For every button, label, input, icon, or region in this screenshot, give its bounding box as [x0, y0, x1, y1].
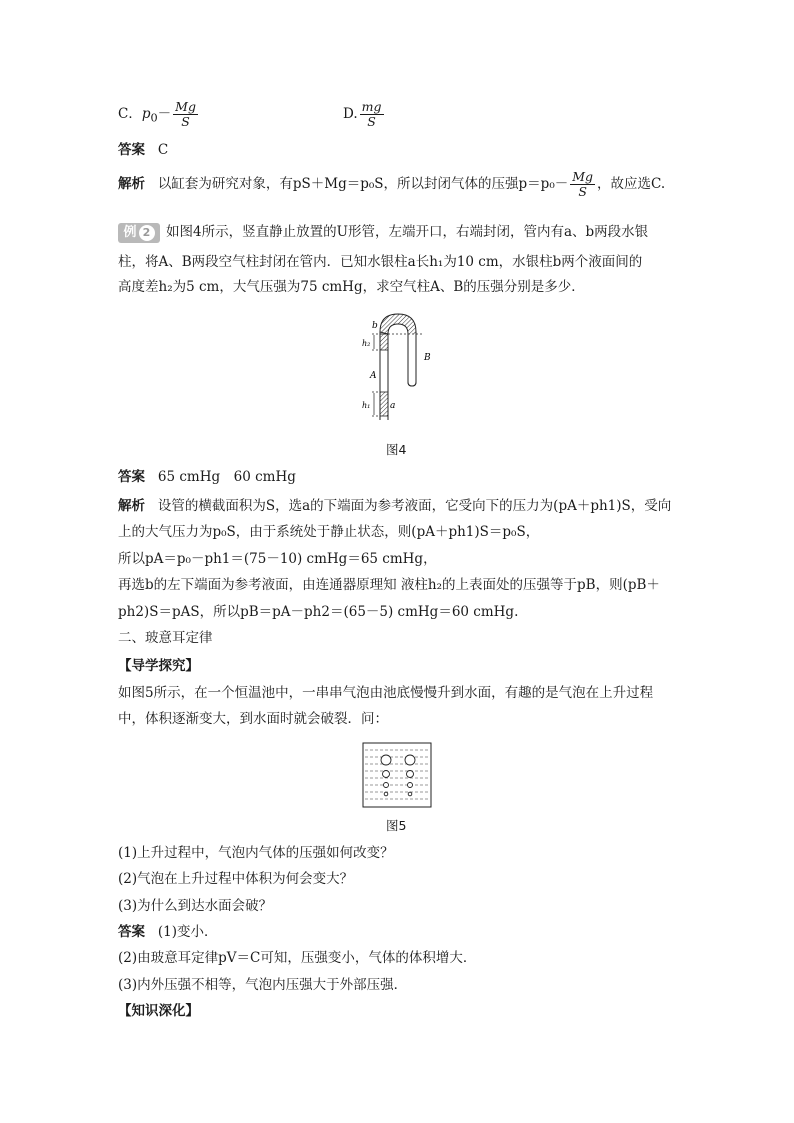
option-c-p: p	[141, 106, 151, 122]
analysis-2-line-2: 上的大气压力为p₀S，由于系统处于静止状态，则(pA＋ph1)S＝p₀S，	[118, 524, 540, 540]
question-2: (2)气泡在上升过程中体积为何会变大？	[118, 871, 354, 887]
example-2-text-1: 如图4所示，竖直静止放置的U形管，左端开口，右端封闭，管内有a、b两段水银	[166, 224, 649, 240]
answer-label: 答案	[118, 924, 145, 940]
figure-4-label-a: a	[390, 401, 396, 411]
answer-3-line-3: (3)内外压强不相等，气泡内压强大于外部压强．	[118, 977, 408, 993]
option-c	[118, 100, 200, 129]
guide-title: 【导学探究】	[118, 658, 199, 674]
option-d-fraction	[360, 100, 384, 129]
analysis-1	[118, 170, 665, 199]
answer-text: C	[157, 142, 169, 158]
section-title: 二、玻意耳定律	[118, 630, 213, 646]
option-c-numerator: Mg	[175, 99, 196, 114]
figure-4-caption: 图4	[386, 442, 407, 457]
figure-4-label-h2: h₂	[362, 339, 371, 348]
analysis-label: 解析	[118, 176, 145, 192]
example-2-line-2: 柱，将A、B两段空气柱封闭在管内．已知水银柱a长h₁为10 cm，水银柱b两个液面间的	[118, 254, 643, 270]
figure-5-pool	[362, 742, 432, 808]
example-number-icon: 2	[139, 225, 155, 241]
figure-5-caption: 图5	[386, 818, 407, 833]
analysis-label: 解析	[118, 498, 145, 514]
example-badge-label: 例	[123, 225, 137, 240]
answer-2	[118, 467, 296, 487]
analysis-1-fraction	[570, 170, 595, 199]
guide-line-1: 如图5所示，在一个恒温池中，一串串气泡由池底慢慢升到水面，有趣的是气泡在上升过程	[118, 685, 654, 701]
option-d-label: D.	[343, 106, 358, 122]
figure-4-label-h1: h₁	[362, 401, 371, 410]
analysis-2-line-5: ph2)S＝pAS，所以pB＝pA－ph2＝(65－5) cmHg＝60 cmHg.	[118, 604, 519, 620]
answer-3-text-1: (1)变小．	[157, 924, 218, 940]
figure-4-label-A: A	[370, 371, 377, 381]
option-c-minus: －	[157, 106, 172, 122]
option-c-fraction	[173, 100, 198, 129]
figure-4-u-tube	[352, 306, 452, 434]
analysis-1-denominator: S	[578, 184, 587, 199]
analysis-2-line-3: 所以pA＝p₀－ph1＝(75－10) cmHg＝65 cmHg，	[118, 551, 437, 567]
figure-4-label-b: b	[372, 321, 378, 331]
answer-3-line-2: (2)由玻意耳定律pV＝C可知，压强变小，气体的体积增大．	[118, 950, 477, 966]
guide-line-2: 中，体积逐渐变大，到水面时就会破裂．问：	[118, 711, 388, 727]
analysis-1-numerator: Mg	[572, 169, 594, 184]
answer-3-line-1	[118, 922, 218, 942]
option-d-denominator: S	[367, 114, 376, 129]
option-d	[343, 100, 386, 129]
example-2-line-1	[118, 222, 648, 243]
option-c-sub: 0	[150, 111, 158, 125]
question-3: (3)为什么到达水面会破？	[118, 898, 273, 914]
option-c-label: C．	[118, 106, 142, 122]
analysis-2-line-1	[118, 496, 671, 516]
knowledge-title: 【知识深化】	[118, 1003, 199, 1019]
analysis-2-line-4: 再选b的左下端面为参考液面，由连通器原理知 液柱h₂的上表面处的压强等于pB，则(pB＋	[118, 577, 660, 593]
analysis-2-text-1: 设管的横截面积为S，选a的下端面为参考液面，它受向下的压力为(pA＋ph1)S，受向	[157, 498, 672, 514]
answer-label: 答案	[118, 469, 145, 485]
answer-label: 答案	[118, 142, 145, 158]
example-2-line-3: 高度差h₂为5 cm，大气压强为75 cmHg，求空气柱A、B的压强分别是多少．	[118, 279, 585, 295]
option-c-denominator: S	[181, 114, 190, 129]
analysis-1-text: 以缸套为研究对象，有pS＋Mg＝p₀S，所以封闭气体的压强p＝p₀－	[157, 176, 569, 192]
question-1: (1)上升过程中，气泡内气体的压强如何改变？	[118, 845, 394, 861]
figure-4-label-B: B	[424, 353, 431, 363]
answer-1	[118, 140, 168, 160]
answer-text: 65 cmHg 60 cmHg	[157, 469, 296, 485]
analysis-1-tail: ，故应选C.	[597, 176, 666, 192]
example-badge	[118, 223, 160, 243]
option-d-numerator: mg	[361, 99, 382, 114]
